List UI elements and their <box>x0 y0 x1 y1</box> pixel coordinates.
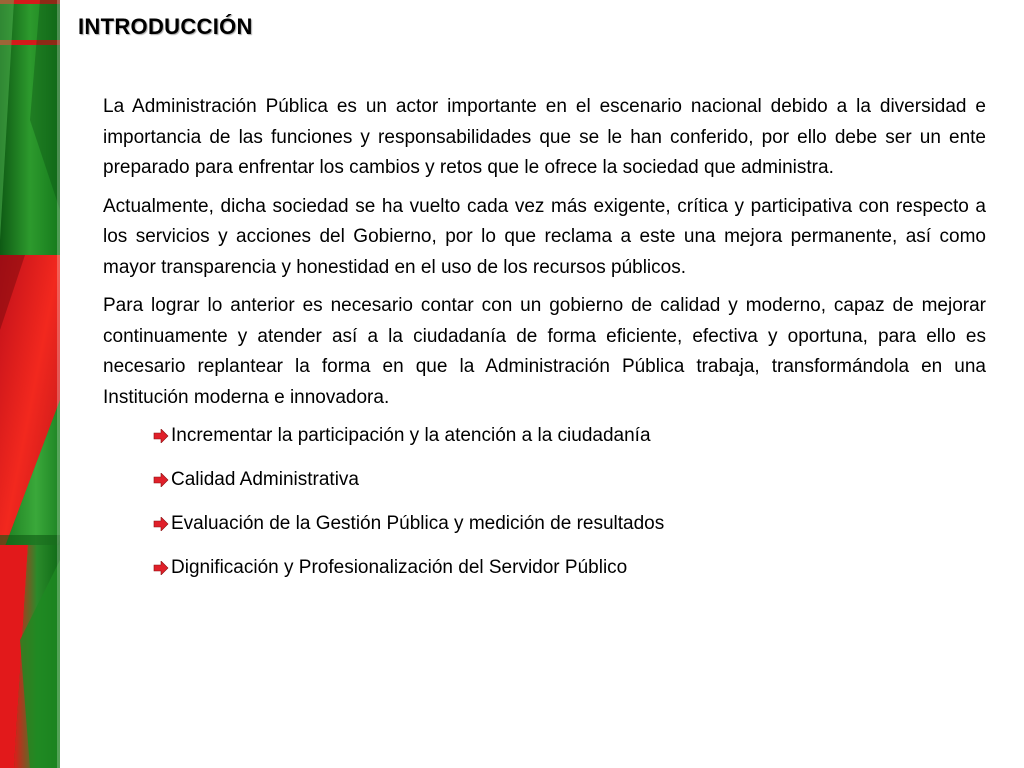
list-item <box>153 509 986 539</box>
decorative-side-band <box>0 0 60 768</box>
paragraph-2: Actualmente, dicha sociedad se ha vuelto cada vez más exigente, crítica y participativa con respecto a los servicios y acciones del Gobierno, por lo que reclama a este una mejora permanente, así como mayor transparencia y honestidad en el uso de los recursos públicos. <box>103 195 986 278</box>
list-item-text: Incrementar la participación y la atención a la ciudadanía <box>171 425 651 446</box>
list-item-text: Calidad Administrativa <box>171 469 359 490</box>
arrow-right-icon <box>153 473 169 487</box>
arrow-right-icon <box>153 429 169 443</box>
side-band-graphic <box>0 0 60 768</box>
arrow-right-icon <box>153 517 169 531</box>
list-item-text: Evaluación de la Gestión Pública y medición de resultados <box>171 513 665 534</box>
objectives-list <box>103 421 986 583</box>
list-item-text: Dignificación y Profesionalización del Servidor Público <box>171 557 628 578</box>
arrow-right-icon <box>153 561 169 575</box>
slide-title: INTRODUCCIÓN <box>78 14 253 39</box>
paragraph-1: La Administración Pública es un actor importante en el escenario nacional debido a la diversidad e importancia de las funciones y responsabilidades que se le han conferido, por ello debe ser un ente preparado para enfrentar los cambios y retos que le ofrece la sociedad que administra. <box>103 96 986 178</box>
list-item <box>153 421 986 451</box>
list-item <box>153 465 986 495</box>
list-item <box>153 553 986 583</box>
slide-body <box>103 92 986 597</box>
paragraph-3: Para lograr lo anterior es necesario contar con un gobierno de calidad y moderno, capaz de mejorar continuamente y atender así a la ciudadanía de forma eficiente, efectiva y oportuna, para ello es necesario replantear la forma en que la Administración Pública trabaja, transformándola en una Institución moderna e innovadora. <box>103 295 986 408</box>
